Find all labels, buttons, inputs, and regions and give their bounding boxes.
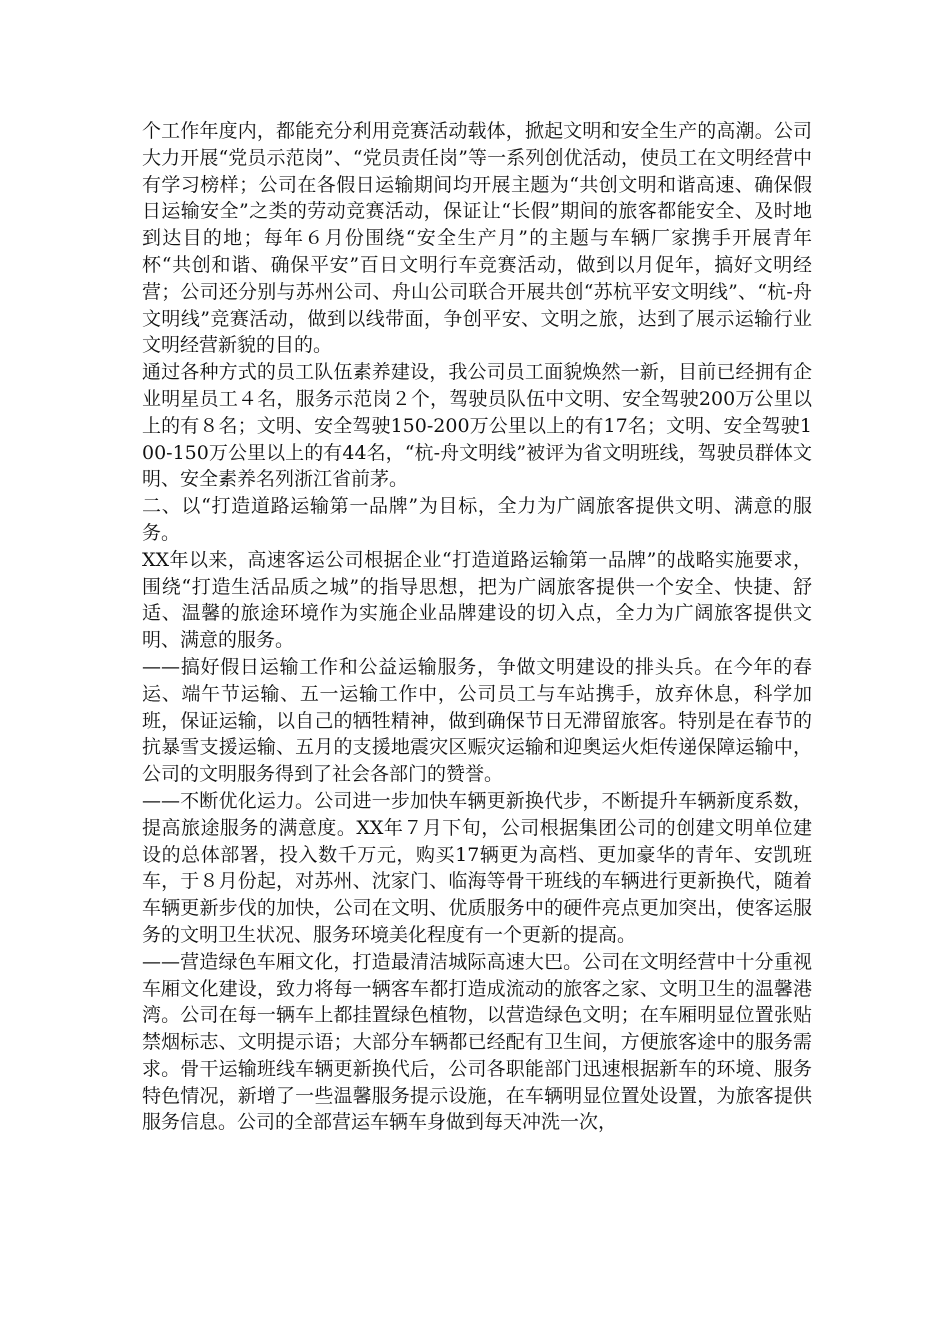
paragraph-brand-strategy: XX年以来，高速客运公司根据企业“打造道路运输第一品牌”的战略实施要求，围绕“打造生活品质之城”的指导思想，把为广阔旅客提供一个安全、快捷、舒适、温馨的旅途环境作为实施企业品牌建设的切入点，全力为广阔旅客提供文明、满意的服务。 [142, 548, 812, 652]
paragraph-competition-activities: 个工作年度内，都能充分利用竞赛活动载体，掀起文明和安全生产的高潮。公司大力开展“党员示范岗”、“党员责任岗”等一系列创优活动，使员工在文明经营中有学习榜样；公司在各假日运输期间均开展主题为“共创文明和谐高速、确保假日运输安全”之类的劳动竞赛活动，保证让“长假”期间的旅客都能安全、及时地到达目的地；每年６月份围绕“安全生产月”的主题与车辆厂家携手开展青年杯“共创和谐、确保平安”百日文明行车竞赛活动，做到以月促年，搞好文明经营；公司还分别与苏州公司、舟山公司联合开展共创“苏杭平安文明线”、“杭-舟文明线”竞赛活动，做到以线带面，争创平安、文明之旅，达到了展示运输行业文明经营新貌的目的。 [142, 120, 812, 357]
paragraph-staff-quality: 通过各种方式的员工队伍素养建设，我公司员工面貌焕然一新，目前已经拥有企业明星员工４名，服务示范岗２个，驾驶员队伍中文明、安全驾驶200万公里以上的有８名；文明、安全驾驶150-200万公里以上的有17名；文明、安全驾驶100-150万公里以上的有44名，“杭-舟文明线”被评为省文明班线，驾驶员群体文明、安全素养名列浙江省前茅。 [142, 361, 812, 491]
section-heading-brand: 二、以“打造道路运输第一品牌”为目标，全力为广阔旅客提供文明、满意的服务。 [142, 495, 812, 544]
document-body [142, 118, 812, 1136]
paragraph-holiday-transport: ——搞好假日运输工作和公益运输服务，争做文明建设的排头兵。在今年的春运、端午节运输、五一运输工作中，公司员工与车站携手，放弃休息，科学加班，保证运输，以自己的牺牲精神，做到确保节日无滞留旅客。特别是在春节的抗暴雪支援运输、五月的支援地震灾区赈灾运输和迎奥运火炬传递保障运输中，公司的文明服务得到了社会各部门的赞誉。 [142, 655, 812, 786]
paragraph-fleet-optimization: ——不断优化运力。公司进一步加快车辆更新换代步，不断提升车辆新度系数，提高旅途服务的满意度。XX年７月下旬，公司根据集团公司的创建文明单位建设的总体部署，投入数千万元，购买17辆更为高档、更加豪华的青年、安凯班车，于８月份起，对苏州、沈家门、临海等骨干班线的车辆进行更新换代，随着车辆更新步伐的加快，公司在文明、优质服务中的硬件亮点更加突出，使客运服务的文明卫生状况、服务环境美化程度有一个更新的提高。 [142, 789, 812, 946]
paragraph-green-cabin-culture: ——营造绿色车厢文化，打造最清洁城际高速大巴。公司在文明经营中十分重视车厢文化建设，致力将每一辆客车都打造成流动的旅客之家、文明卫生的温馨港湾。公司在每一辆车上都挂置绿色植物，以营造绿色文明；在车厢明显位置张贴禁烟标志、文明提示语；大部分车辆都已经配有卫生间，方便旅客途中的服务需求。骨干运输班线车辆更新换代后，公司各职能部门迅速根据新车的环境、服务特色情况，新增了一些温馨服务提示设施，在车辆明显位置处设置，为旅客提供服务信息。公司的全部营运车辆车身做到每天冲洗一次， [142, 950, 812, 1134]
